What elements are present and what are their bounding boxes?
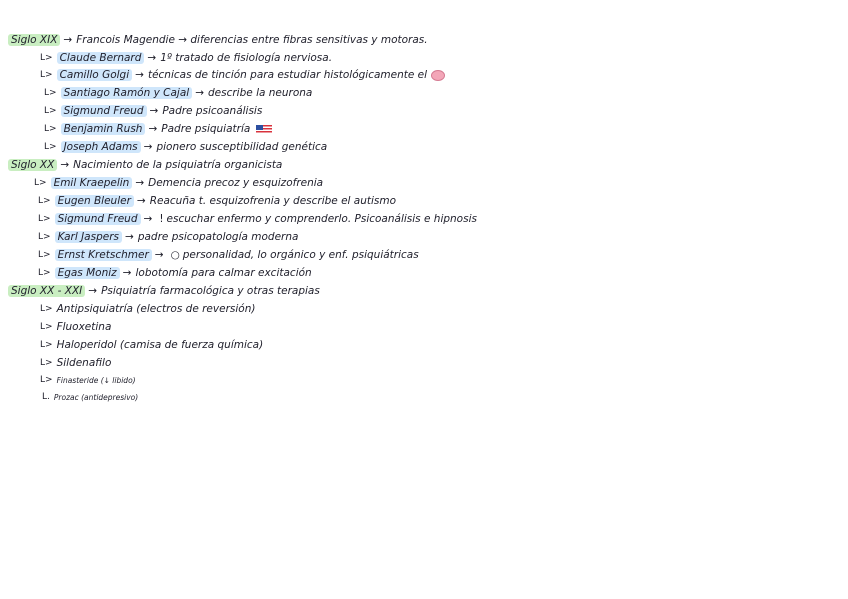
note-line bbox=[44, 103, 262, 119]
note-text: 1º tratado de fisiología nerviosa. bbox=[160, 52, 333, 64]
note-text: escuchar enfermo y comprenderlo. Psicoanálisis e hipnosis bbox=[166, 213, 477, 225]
note-line bbox=[40, 301, 255, 317]
branch-marker: L> bbox=[40, 53, 53, 63]
note-text: personalidad, lo orgánico y enf. psiquiátricas bbox=[182, 249, 419, 261]
note-line bbox=[38, 229, 298, 245]
person-name: Ernst Kretschmer bbox=[55, 249, 152, 261]
arrow: → bbox=[147, 52, 157, 64]
branch-marker: L> bbox=[38, 196, 51, 206]
branch-marker: L> bbox=[34, 178, 47, 188]
branch-marker: L> bbox=[40, 340, 53, 350]
branch-marker: L> bbox=[44, 124, 57, 134]
person-name: Claude Bernard bbox=[57, 52, 145, 64]
branch-marker: L> bbox=[40, 322, 53, 332]
century-label: Siglo XX bbox=[8, 159, 57, 171]
note-line bbox=[44, 121, 272, 137]
note-text: Haloperidol (camisa de fuerza química) bbox=[56, 339, 264, 351]
note-line bbox=[42, 389, 138, 405]
arrow: → bbox=[122, 267, 132, 279]
person-name: Sigmund Freud bbox=[61, 105, 147, 117]
branch-marker: L> bbox=[44, 142, 57, 152]
arrow: → bbox=[149, 105, 159, 117]
note-line bbox=[40, 372, 136, 388]
prefix-symbol: ○ bbox=[170, 249, 180, 261]
branch-marker: L> bbox=[40, 375, 53, 385]
branch-marker: L. bbox=[42, 392, 50, 402]
note-text: lobotomía para calmar excitación bbox=[135, 267, 312, 279]
note-text: describe la neurona bbox=[208, 87, 313, 99]
branch-marker: L> bbox=[38, 232, 51, 242]
note-text: Padre psiquiatría bbox=[161, 123, 251, 135]
arrow: → bbox=[88, 285, 98, 297]
note-line bbox=[38, 247, 419, 263]
note-text: Psiquiatría farmacológica y otras terapias bbox=[101, 285, 320, 297]
note-line bbox=[40, 337, 263, 353]
note-line bbox=[44, 139, 327, 155]
note-line bbox=[40, 50, 332, 66]
arrow: → bbox=[195, 87, 204, 99]
arrow: → bbox=[148, 123, 158, 135]
note-text: Reacuña t. esquizofrenia y describe el autismo bbox=[149, 195, 397, 207]
note-line bbox=[38, 211, 477, 227]
note-text: Sildenafilo bbox=[56, 357, 112, 369]
person-name: Santiago Ramón y Cajal bbox=[61, 87, 193, 99]
arrow: → bbox=[60, 159, 70, 171]
note-line bbox=[44, 85, 312, 101]
note-line bbox=[40, 355, 111, 371]
note-line bbox=[8, 32, 428, 48]
arrow: → bbox=[63, 34, 73, 46]
note-text: padre psicopatología moderna bbox=[137, 231, 299, 243]
arrow: → bbox=[135, 177, 145, 189]
branch-marker: L> bbox=[38, 214, 51, 224]
note-line bbox=[34, 175, 323, 191]
prefix-symbol: ! bbox=[159, 213, 164, 225]
note-text: Demencia precoz y esquizofrenia bbox=[148, 177, 324, 189]
note-text: técnicas de tinción para estudiar histológicamente el bbox=[147, 69, 428, 81]
arrow: → bbox=[143, 213, 153, 225]
person-name: Sigmund Freud bbox=[55, 213, 141, 225]
note-text: Padre psicoanálisis bbox=[162, 105, 263, 117]
arrow: → bbox=[125, 231, 134, 243]
branch-marker: L> bbox=[40, 70, 53, 80]
arrow: → bbox=[143, 141, 153, 153]
person-name: Camillo Golgi bbox=[57, 69, 133, 81]
arrow: → bbox=[135, 69, 144, 81]
note-text: Fluoxetina bbox=[56, 321, 112, 333]
person-name: Eugen Bleuler bbox=[55, 195, 134, 207]
branch-marker: L> bbox=[40, 358, 53, 368]
note-line bbox=[38, 193, 396, 209]
note-text: Francois Magendie → diferencias entre fibras sensitivas y motoras. bbox=[76, 34, 428, 46]
note-line bbox=[40, 319, 111, 335]
note-text: Finasteride (↓ libido) bbox=[56, 375, 136, 385]
note-line bbox=[40, 67, 445, 83]
note-line bbox=[38, 265, 312, 281]
us-flag-icon bbox=[256, 125, 272, 134]
note-text: Nacimiento de la psiquiatría organicista bbox=[73, 159, 283, 171]
brain-icon bbox=[431, 70, 445, 81]
century-label: Siglo XIX bbox=[8, 34, 60, 46]
branch-marker: L> bbox=[44, 106, 57, 116]
person-name: Egas Moniz bbox=[55, 267, 120, 279]
century-label: Siglo XX - XXI bbox=[8, 285, 85, 297]
branch-marker: L> bbox=[38, 250, 51, 260]
person-name: Benjamin Rush bbox=[61, 123, 146, 135]
branch-marker: L> bbox=[38, 268, 51, 278]
note-line bbox=[8, 283, 320, 299]
note-text: Prozac (antidepresivo) bbox=[53, 392, 139, 402]
arrow: → bbox=[136, 195, 146, 207]
person-name: Emil Kraepelin bbox=[51, 177, 133, 189]
note-text: pionero susceptibilidad genética bbox=[156, 141, 328, 153]
person-name: Joseph Adams bbox=[61, 141, 141, 153]
note-line bbox=[8, 157, 282, 173]
arrow: → bbox=[154, 249, 164, 261]
note-text: Antipsiquiatría (electros de reversión) bbox=[56, 303, 256, 315]
branch-marker: L> bbox=[44, 88, 57, 98]
person-name: Karl Jaspers bbox=[55, 231, 122, 243]
branch-marker: L> bbox=[40, 304, 53, 314]
